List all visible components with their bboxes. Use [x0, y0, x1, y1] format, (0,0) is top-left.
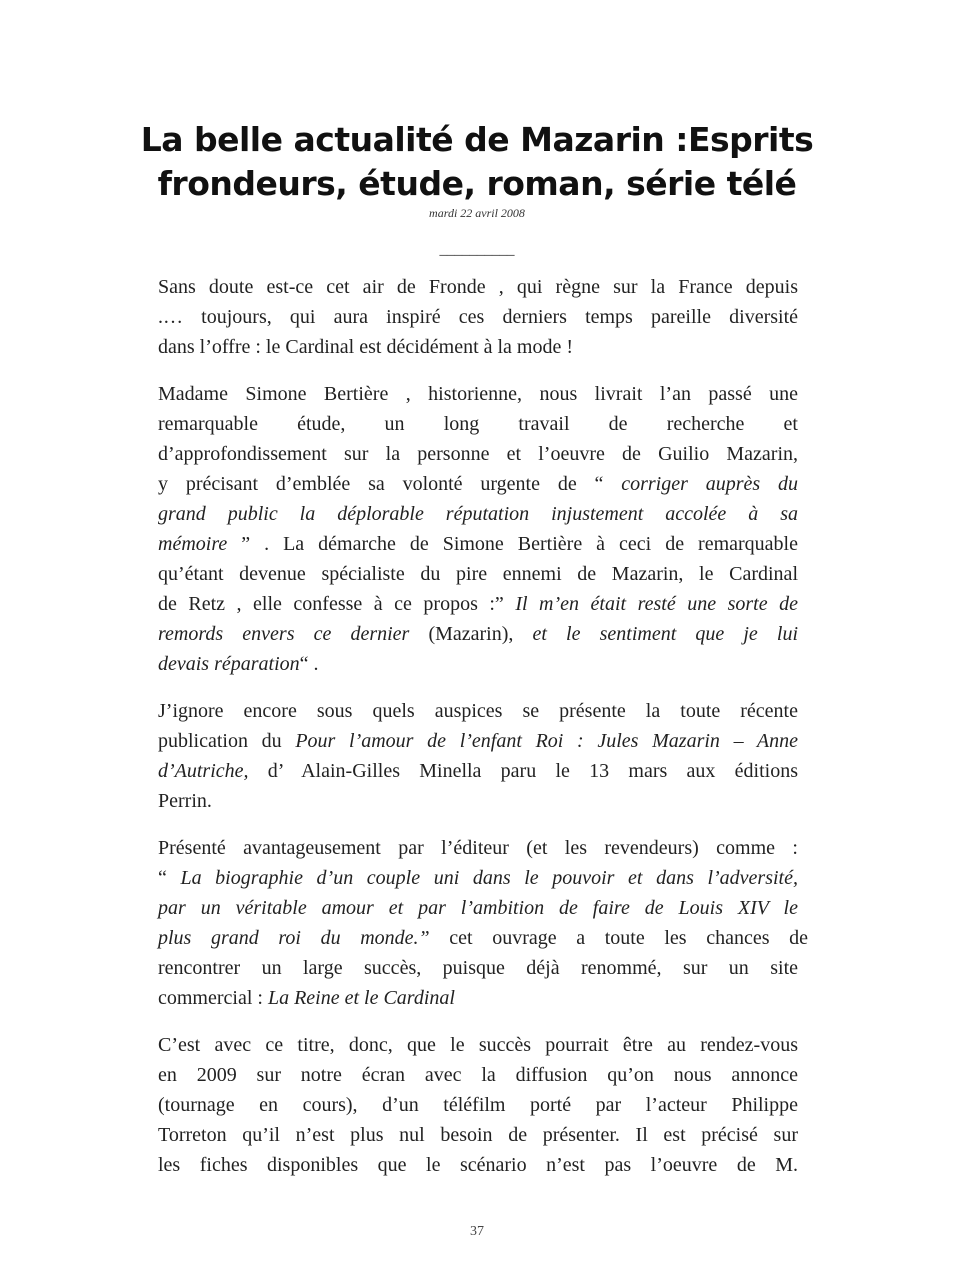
text: Sans doute est-ce cet air de Fronde , qui règne sur la France depuis: [158, 276, 798, 298]
text: “ .: [299, 653, 319, 675]
italic-text: remords envers ce dernier: [158, 623, 410, 645]
text-line: [158, 409, 798, 439]
text: (tournage en cours), d’un téléfilm porté par l’acteur Philippe: [158, 1094, 798, 1116]
text-line: [158, 1030, 798, 1060]
italic-text: La Reine et le Cardinal: [267, 987, 455, 1009]
text-line: [158, 619, 798, 649]
text: Madame Simone Bertière , historienne, nous livrait l’an passé une: [158, 383, 798, 405]
italic-text: mémoire: [158, 533, 228, 555]
text-line: [158, 1090, 798, 1120]
title-line: La belle actualité de Mazarin :Esprits: [140, 120, 814, 159]
text: remarquable étude, un long travail de recherche et: [158, 413, 798, 435]
text: cet ouvrage a toute les chances de: [429, 927, 808, 949]
text: Perrin.: [158, 790, 212, 812]
text: dans l’offre : le Cardinal est décidément à la mode !: [158, 336, 574, 358]
text-line: [158, 1060, 798, 1090]
text-line: [158, 953, 798, 983]
text: Présenté avantageusement par l’éditeur (et les revendeurs) comme :: [158, 837, 798, 859]
text-line: [158, 786, 798, 816]
text-line: [158, 1150, 798, 1180]
text: ” . La démarche de Simone Bertière à ceci de remarquable: [227, 533, 798, 555]
text-line: [158, 696, 798, 726]
italic-text: devais réparation: [158, 653, 300, 675]
italic-text: La biographie d’un couple uni dans le pouvoir et dans l’adversité,: [180, 867, 798, 889]
article-body: [158, 272, 808, 1197]
italic-text: d’Autriche,: [158, 760, 249, 782]
text-line: [158, 499, 798, 529]
italic-text: Pour l’amour de l’enfant Roi : Jules Mazarin – Anne: [295, 730, 798, 752]
italic-text: plus grand roi du monde.”: [158, 927, 430, 949]
italic-text: par un véritable amour et par l’ambition de faire de Louis XIV le: [158, 897, 798, 919]
text-line: [158, 332, 798, 362]
text-line: [158, 559, 798, 589]
article-date: mardi 22 avril 2008: [429, 206, 525, 220]
text: J’ignore encore sous quels auspices se présente la toute récente: [158, 700, 798, 722]
text-line: [158, 983, 798, 1013]
italic-text: Il m’en était resté une sorte de: [515, 593, 798, 615]
article-title: [0, 118, 954, 206]
text: “: [158, 867, 181, 889]
text: les fiches disponibles que le scénario n’est pas l’oeuvre de M.: [158, 1154, 798, 1176]
text-line: [158, 1120, 798, 1150]
text-line: [158, 833, 798, 863]
text-line: [158, 302, 798, 332]
text: publication du: [158, 730, 296, 752]
text-line: [158, 893, 798, 923]
title-line: frondeurs, étude, roman, série télé: [157, 164, 797, 203]
paragraph: [158, 833, 808, 1013]
text: Torreton qu’il n’est plus nul besoin de présenter. Il est précisé sur: [158, 1124, 798, 1146]
text-line: [158, 726, 798, 756]
text: (Mazarin),: [409, 623, 533, 645]
text-line: [158, 469, 798, 499]
text: y précisant d’emblée sa volonté urgente de “: [158, 473, 622, 495]
text: en 2009 sur notre écran avec la diffusion qu’on nous annonce: [158, 1064, 798, 1086]
text: d’ Alain-Gilles Minella paru le 13 mars aux éditions: [248, 760, 798, 782]
text: .… toujours, qui aura inspiré ces derniers temps pareille diversité: [158, 306, 798, 328]
text: rencontrer un large succès, puisque déjà renommé, sur un site: [158, 957, 798, 979]
text-line: [158, 272, 798, 302]
text-line: [158, 589, 798, 619]
text-line: [158, 529, 798, 559]
paragraph: [158, 272, 798, 362]
text: d’approfondissement sur la personne et l’oeuvre de Guilio Mazarin,: [158, 443, 798, 465]
italic-text: grand public la déplorable réputation injustement accolée à sa: [158, 503, 798, 525]
text-line: [158, 756, 798, 786]
text: commercial :: [158, 987, 268, 1009]
text: qu’étant devenue spécialiste du pire ennemi de Mazarin, le Cardinal: [158, 563, 798, 585]
italic-text: corriger auprès du: [621, 473, 798, 495]
italic-text: et le sentiment que je lui: [532, 623, 798, 645]
text: C’est avec ce titre, donc, que le succès pourrait être au rendez-vous: [158, 1034, 798, 1056]
text: de Retz , elle confesse à ce propos :”: [158, 593, 516, 615]
text-line: [158, 863, 798, 893]
paragraph: [158, 379, 798, 679]
text-line: [158, 923, 808, 953]
separator-rule: __________: [439, 242, 515, 258]
paragraph: [158, 1030, 798, 1180]
text-line: [158, 379, 798, 409]
text-line: [158, 649, 798, 679]
page-number: 37: [470, 1224, 484, 1239]
paragraph: [158, 696, 798, 816]
text-line: [158, 439, 798, 469]
